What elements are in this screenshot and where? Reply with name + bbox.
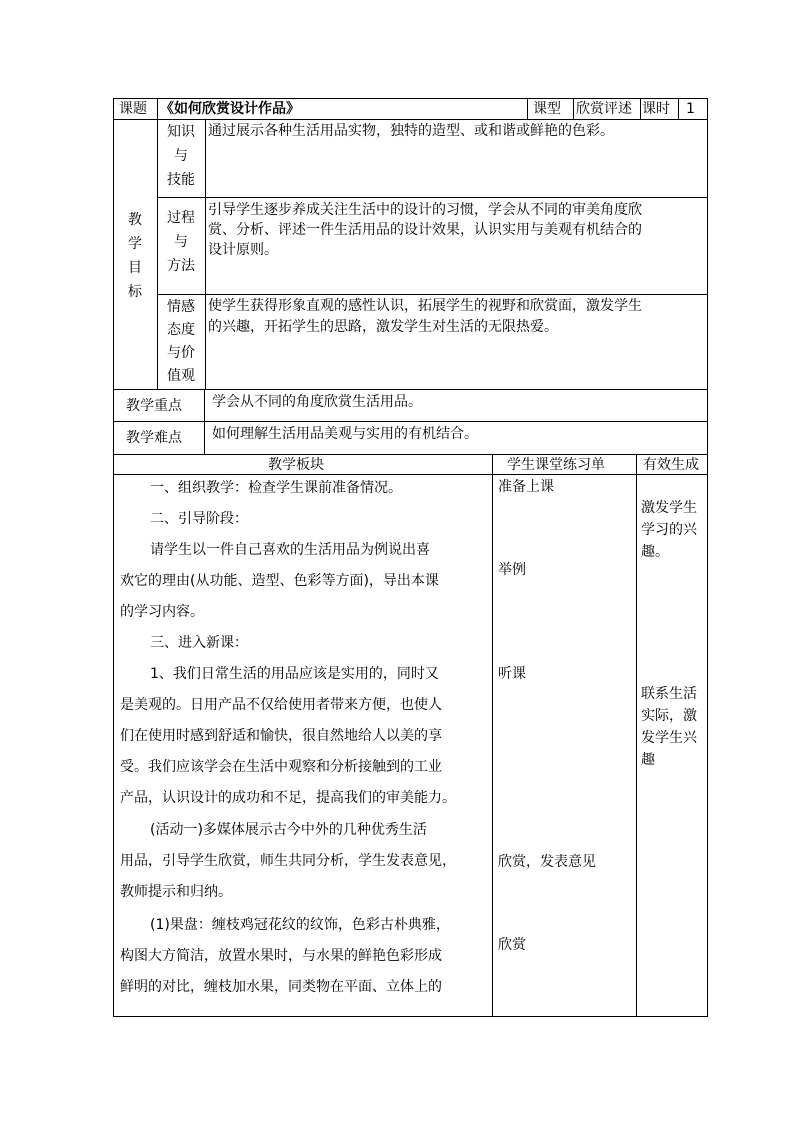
difficulty-label: 教学难点	[126, 430, 182, 446]
outcome-line: 联系生活	[641, 686, 697, 702]
col-divider-type	[527, 98, 528, 120]
body-line: 一、组织教学：检查学生课前准备情况。	[150, 480, 402, 496]
outcome-line: 趣。	[641, 544, 669, 560]
label-line: 与	[174, 148, 188, 164]
outcome-line: 激发学生	[641, 500, 697, 516]
col-divider-outcome	[636, 454, 637, 1017]
period-value: 1	[686, 101, 695, 117]
key-point-label: 教学重点	[126, 398, 182, 414]
body-line: 产品，认识设计的成功和不足，提高我们的审美能力。	[120, 790, 456, 806]
exercise-item: 举例	[498, 562, 526, 578]
col-divider-sublabel	[205, 119, 206, 390]
body-line: 们在使用时感到舒适和愉快，很自然地给人以美的享	[120, 728, 442, 744]
label-line: 态度	[167, 322, 195, 338]
key-point-content: 学会从不同的角度欣赏生活用品。	[212, 394, 422, 410]
outcome-line: 趣	[641, 752, 655, 768]
table-border-obj-end	[113, 389, 708, 390]
table-border-obj1	[157, 197, 708, 198]
difficulty-content: 如何理解生活用品美观与实用的有机结合。	[212, 426, 478, 442]
outcome-line: 发学生兴	[641, 730, 697, 746]
label-line: 与价	[167, 345, 195, 361]
body-line: (活动一)多媒体展示古今中外的几种优秀生活	[150, 822, 427, 838]
course-label: 课题	[119, 101, 147, 117]
col-divider-key	[204, 389, 205, 455]
outcome-line: 实际，激	[641, 708, 697, 724]
type-value: 欣赏评述	[576, 101, 632, 117]
outcome-block	[641, 683, 705, 771]
objective-attitude-label	[157, 296, 205, 388]
objectives-label-char: 标	[128, 284, 142, 300]
objective-process-label	[157, 206, 205, 278]
type-label: 课型	[533, 101, 561, 117]
label-line: 方法	[167, 258, 195, 274]
table-border-key	[113, 421, 708, 422]
outcome-block	[641, 497, 705, 563]
col-divider-type-val	[573, 98, 574, 120]
objectives-label-char: 学	[128, 236, 142, 252]
column-header-outcome: 有效生成	[643, 457, 699, 473]
col-divider-exercise	[492, 454, 493, 1017]
body-line: 鲜明的对比，缠枝加水果，同类物在平面、立体上的	[120, 979, 442, 995]
column-header-content: 教学板块	[268, 457, 324, 473]
period-label: 课时	[642, 101, 670, 117]
body-line: 欢它的理由(从功能、造型、色彩等方面)，导出本课	[120, 573, 439, 589]
table-border-diff	[113, 454, 708, 455]
outcome-line: 学习的兴	[641, 522, 697, 538]
body-line: 受。我们应该学会在生活中观察和分析接触到的工业	[120, 759, 442, 775]
objective-knowledge-content: 通过展示各种生活用品实物，独特的造型、或和谐或鲜艳的色彩。	[208, 123, 614, 139]
objectives-label	[113, 208, 157, 304]
course-title: 《如何欣赏设计作品》	[160, 101, 300, 117]
objective-process-line: 引导学生逐步养成关注生活中的设计的习惯，学会从不同的审美角度欣	[208, 202, 642, 218]
label-line: 与	[174, 234, 188, 250]
body-line: (1)果盘：缠枝鸡冠花纹的纹饰，色彩古朴典雅，	[150, 917, 450, 933]
objective-attitude-line: 的兴趣，开拓学生的思路，激发学生对生活的无限热爱。	[208, 319, 558, 335]
objective-process-line: 设计原则。	[208, 242, 278, 258]
body-line: 构图大方简洁，放置水果时，与水果的鲜艳色彩形成	[120, 948, 442, 964]
exercise-item: 欣赏	[498, 937, 526, 953]
col-divider-period-val	[678, 98, 679, 120]
col-divider-period	[640, 98, 641, 120]
objectives-label-char: 教	[128, 212, 142, 228]
label-line: 知识	[167, 124, 195, 140]
table-border-bottom	[113, 1016, 708, 1017]
exercise-item: 欣赏，发表意见	[498, 854, 596, 870]
objective-process-line: 赏、分析、评述一件生活用品的设计效果，认识实用与美观有机结合的	[208, 222, 642, 238]
body-line: 三、进入新课：	[150, 635, 248, 651]
exercise-item: 准备上课	[498, 479, 554, 495]
table-border-right	[707, 98, 708, 1017]
label-line: 值观	[167, 368, 195, 384]
objective-knowledge-label	[157, 120, 205, 192]
label-line: 情感	[167, 299, 195, 315]
table-border-obj2	[157, 294, 708, 295]
body-line: 二、引导阶段：	[150, 511, 248, 527]
body-line: 用品，引导学生欣赏，师生共同分析，学生发表意见，	[120, 853, 456, 869]
body-line: 是美观的。日用产品不仅给使用者带来方便，也使人	[120, 697, 442, 713]
objectives-label-char: 目	[128, 260, 142, 276]
body-line: 请学生以一件自己喜欢的生活用品为例说出喜	[150, 542, 430, 558]
label-line: 技能	[167, 172, 195, 188]
exercise-item: 听课	[498, 666, 526, 682]
column-header-exercise: 学生课堂练习单	[507, 457, 605, 473]
label-line: 过程	[167, 210, 195, 226]
body-line: 教师提示和归纳。	[120, 884, 232, 900]
objective-attitude-line: 使学生获得形象直观的感性认识，拓展学生的视野和欣赏面，激发学生	[208, 298, 642, 314]
body-line: 1、我们日常生活的用品应该是实用的，同时又	[150, 666, 439, 682]
body-line: 的学习内容。	[120, 604, 204, 620]
